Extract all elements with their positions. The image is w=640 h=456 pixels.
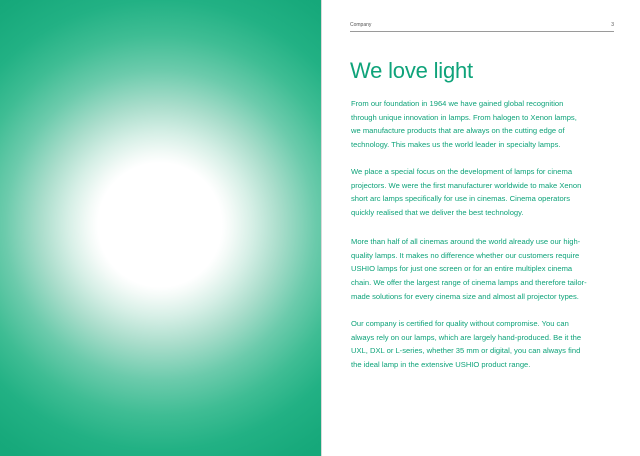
text-line: the ideal lamp in the extensive USHIO product range. bbox=[351, 360, 531, 370]
text-line: Our company is certified for quality without compromise. You can bbox=[351, 319, 569, 328]
header-rule bbox=[350, 31, 614, 32]
text-line: quality lamps. It makes no difference whether our customers require bbox=[351, 250, 580, 260]
text-line: we manufacture products that are always on the cutting edge of bbox=[351, 126, 565, 136]
page-title: We love light bbox=[350, 58, 473, 83]
text-page bbox=[322, 0, 640, 456]
text-line: always rely on our lamps, which are largely hand-produced. Be it the bbox=[351, 332, 582, 342]
text-line: made solutions for every cinema size and almost all projector types. bbox=[351, 291, 579, 301]
section-name: Company bbox=[350, 22, 372, 28]
text-line: USHIO lamps for just one screen or for an entire multiplex cinema bbox=[351, 264, 573, 274]
text-line: From our foundation in 1964 we have gained global recognition bbox=[351, 99, 564, 108]
text-line: projectors. We were the first manufacturer worldwide to make Xenon bbox=[351, 180, 582, 190]
page-number: 3 bbox=[611, 22, 614, 28]
text-line: technology. This makes us the world leader in specialty lamps. bbox=[351, 140, 561, 150]
paragraph-quality bbox=[351, 317, 615, 372]
paragraph-market-share bbox=[351, 235, 615, 304]
text-line: We place a special focus on the development of lamps for cinema bbox=[351, 167, 573, 176]
text-line: UXL, DXL or L-series, whether 35 mm or digital, you can always find bbox=[351, 346, 581, 356]
text-line: short arc lamps specifically for use in cinemas. Cinema operators bbox=[351, 194, 571, 204]
paragraph-cinema-focus bbox=[351, 165, 615, 220]
text-line: chain. We offer the largest range of cinema lamps and therefore tailor- bbox=[351, 278, 587, 288]
text-line: More than half of all cinemas around the world already use our high- bbox=[351, 237, 581, 246]
text-line: through unique innovation in lamps. From halogen to Xenon lamps, bbox=[351, 112, 577, 122]
text-line: quickly realised that we deliver the best technology. bbox=[351, 208, 524, 218]
paragraph-foundation bbox=[351, 97, 615, 152]
running-header bbox=[350, 21, 614, 29]
